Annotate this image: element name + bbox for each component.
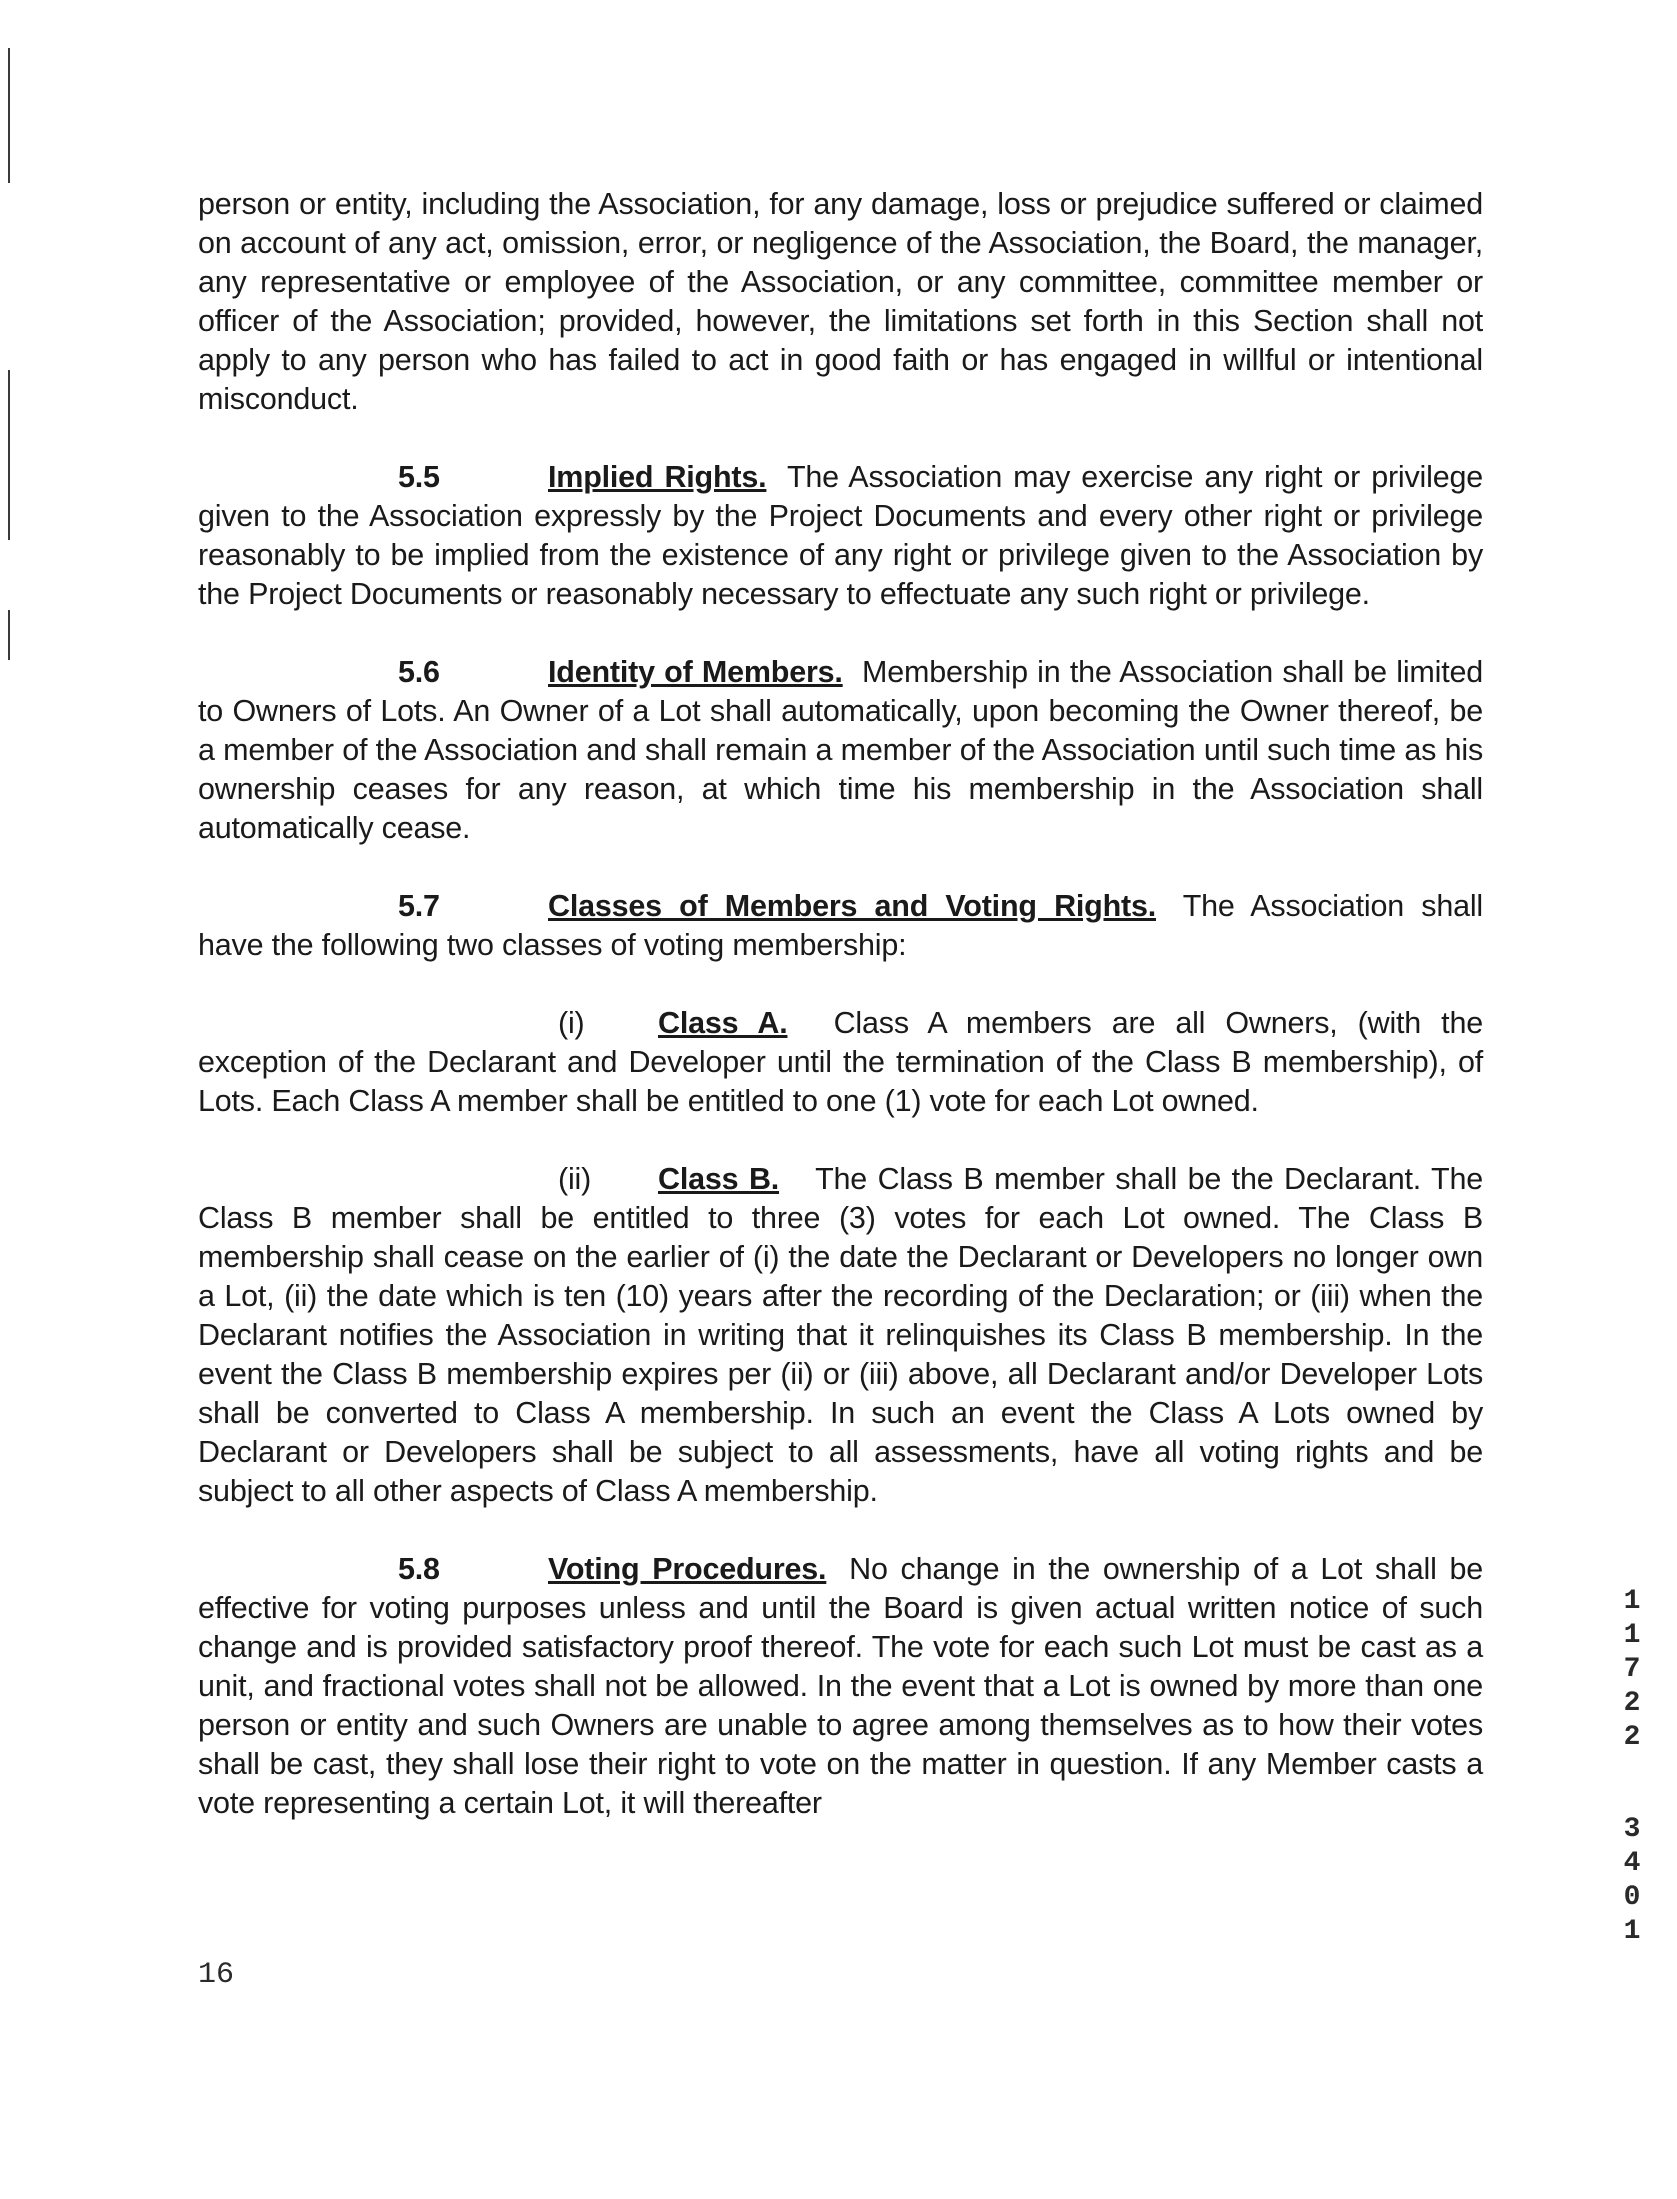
section-number: 5.8: [398, 1552, 440, 1586]
subsection-class-a: [198, 1004, 1483, 1121]
scan-edge-mark: [8, 610, 10, 660]
document-body: [198, 185, 1483, 1823]
section-number: 5.7: [398, 889, 440, 923]
section-number: 5.5: [398, 460, 440, 494]
subsection-class-b: [198, 1160, 1483, 1511]
section-title: Implied Rights.: [548, 460, 767, 494]
subsection-number: (i): [558, 1006, 585, 1040]
stamp-digit: 7: [1623, 1654, 1641, 1685]
stamp-digit: 4: [1623, 1848, 1641, 1879]
stamp-digit: 1: [1623, 1586, 1641, 1617]
opening-paragraph-text: person or entity, including the Association, for any damage, loss or prejudice suffered or claimed on account of any act, omission, error, or negligence of the Association, the Board, the manager, any representative or employee of the Association, or any committee, committee member or officer of the Association; provided, however, the limitations set forth in this Section shall not apply to any person who has failed to act in good faith or has engaged in willful or intentional misconduct.: [198, 187, 1483, 416]
section-text: No change in the ownership of a Lot shall be effective for voting purposes unless and until the Board is given actual written notice of such change and is provided satisfactory proof thereof. The vote for each such Lot must be cast as a unit, and fractional votes shall not be allowed. In the event that a Lot is owned by more than one person or entity and such Owners are unable to agree among themselves as to how their votes shall be cast, they shall lose their right to vote on the matter in question. If any Member casts a vote representing a certain Lot, it will thereafter: [198, 1552, 1483, 1820]
section-5-7: [198, 887, 1483, 965]
section-title: Identity of Members.: [548, 655, 843, 689]
subsection-title: Class B.: [658, 1162, 780, 1196]
stamp-digit: 2: [1623, 1722, 1641, 1753]
stamp-digit: 1: [1623, 1620, 1641, 1651]
section-5-6: [198, 653, 1483, 848]
subsection-text: The Class B member shall be the Declarant. The Class B member shall be entitled to three (3) votes for each Lot owned. The Class B membership shall cease on the earlier of (i) the date the Declarant or Developers no longer own a Lot, (ii) the date which is ten (10) years after the recording of the Declaration; or (iii) when the Declarant notifies the Association in writing that it relinquishes its Class B membership. In the event the Class B membership expires per (ii) or (iii) above, all Declarant and/or Developer Lots shall be converted to Class A membership. In such an event the Class A Lots owned by Declarant or Developers shall be subject to all assessments, have all voting rights and be subject to all other aspects of Class A membership.: [198, 1162, 1483, 1508]
recording-stamp: [1612, 1585, 1652, 1949]
section-5-5: [198, 458, 1483, 614]
section-text: The Association shall have the following two classes of voting membership:: [198, 889, 1483, 962]
subsection-number: (ii): [558, 1162, 592, 1196]
stamp-digit: 3: [1623, 1814, 1641, 1845]
subsection-title: Class A.: [658, 1006, 788, 1040]
section-number: 5.6: [398, 655, 440, 689]
section-title: Classes of Members and Voting Rights.: [548, 889, 1157, 923]
stamp-digit: 0: [1623, 1882, 1641, 1913]
page-number: 16: [198, 1958, 235, 1992]
scan-edge-mark: [8, 48, 10, 183]
section-5-8: [198, 1550, 1483, 1823]
scan-edge-mark: [8, 370, 10, 540]
stamp-digit: 1: [1623, 1916, 1641, 1947]
section-text: Membership in the Association shall be limited to Owners of Lots. An Owner of a Lot shall automatically, upon becoming the Owner thereof, be a member of the Association and shall remain a member of the Association until such time as his ownership ceases for any reason, at which time his membership in the Association shall automatically cease.: [198, 655, 1483, 845]
subsection-text: Class A members are all Owners, (with the exception of the Declarant and Developer until the termination of the Class B membership), of Lots. Each Class A member shall be entitled to one (1) vote for each Lot owned.: [198, 1006, 1483, 1118]
opening-paragraph: [198, 185, 1483, 419]
section-title: Voting Procedures.: [548, 1552, 827, 1586]
section-text: The Association may exercise any right or privilege given to the Association expressly by the Project Documents and every other right or privilege reasonably to be implied from the existence of any right or privilege given to the Association by the Project Documents or reasonably necessary to effectuate any such right or privilege.: [198, 460, 1483, 611]
stamp-gap: [1612, 1755, 1652, 1813]
stamp-digit: 2: [1623, 1688, 1641, 1719]
